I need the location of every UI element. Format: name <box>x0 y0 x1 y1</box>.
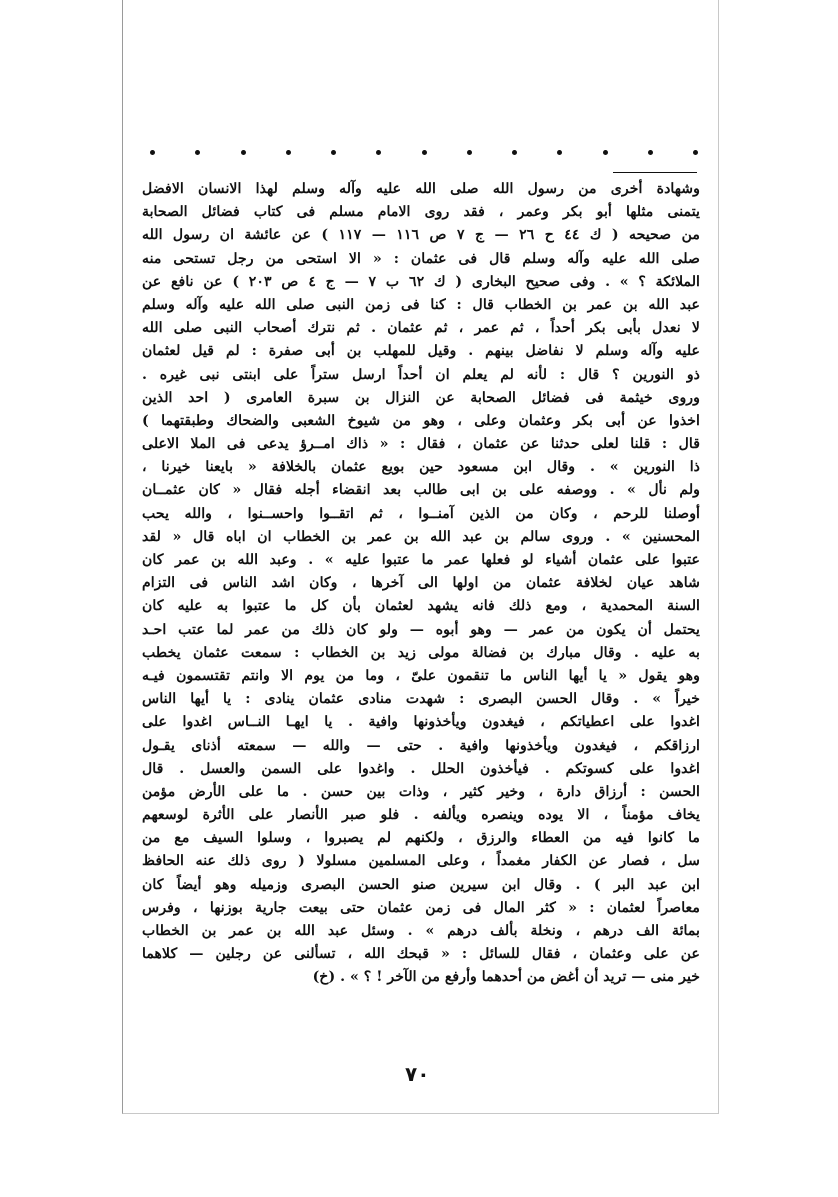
text-line: وهو يقول « يا أيها الناس ما تنقمون علىّ ، وما من يوم الا وانتم تقتسمون فيـه <box>142 667 700 684</box>
ornamental-dot <box>467 150 472 155</box>
text-line: يحتمل أن يكون من عمر — وهو أبوه — ولو كان ذلك من عمر لما عتب احـد <box>142 621 700 638</box>
text-line: ذو النورين ؟ قال : لأنه لم يعلم ان أحداً ارسل ستراً على ابنتى نبى غيره . <box>142 366 700 383</box>
text-line: ارزاقكم ، فيغدون ويأخذونها وافية . حتى — والله — سمعته أذناى يقـول <box>142 737 700 754</box>
ornamental-dot <box>331 150 336 155</box>
text-line: عبد الله بن عمر بن الخطاب قال : كنا فى زمن النبى صلى الله عليه وآله وسلم <box>142 296 700 313</box>
ornamental-dot <box>286 150 291 155</box>
ornamental-dot <box>376 150 381 155</box>
text-line: شاهد عيان لخلافة عثمان من اولها الى آخرها ، وكان اشد الناس فى التزام <box>142 575 700 592</box>
text-line: الملائكة ؟ » . وفى صحيح البخارى ( ك ٦٢ ب ٧ — ج ٤ ص ٢٠٣ ) عن نافع عن <box>142 273 700 290</box>
text-line: ولم نأل » . ووصفه على بن ابى طالب بعد انقضاء أجله فقال « كان عثمــان <box>142 482 700 499</box>
text-line: المحسنين » . وروى سالم بن عبد الله بن عمر بن الخطاب ان اباه قال « لقد <box>142 528 700 545</box>
text-line: من صحيحه ( ك ٤٤ ح ٢٦ — ج ٧ ص ١١٦ — ١١٧ ) عن عائشة ان رسول الله <box>142 227 700 244</box>
text-line: ذا النورين » . وقال ابن مسعود حين بويع عثمان بالخلافة « بايعنا خيرنا ، <box>142 459 700 476</box>
text-line: وروى خيثمة فى فضائل الصحابة عن النزال بن سبرة العامرى ( احد الذين <box>142 389 700 406</box>
ornamental-dot <box>422 150 427 155</box>
ornamental-dot <box>195 150 200 155</box>
body-text <box>142 178 700 990</box>
text-line: يخاف مؤمناً ، الا يوده وينصره ويألفه . فلو صبر الأنصار على الأثرة لوسعهم <box>142 807 700 824</box>
text-line: ما كانوا فيه من العطاء والرزق ، ولكنهم لم يصبروا ، وسلوا السيف مع من <box>142 830 700 847</box>
text-line: بمائة الف درهم ، ونخلة بألف درهم » . وسئل عبد الله بن عمر بن الخطاب <box>142 923 700 939</box>
text-line: سل ، فصار عن الكفار مغمداً ، وعلى المسلمين مسلولا ( روى ذلك عنه الحافظ <box>142 853 700 870</box>
text-line: خير منى — تريد أن أغض من أحدهما وأرفع من الآخر ! ؟ » . (خ) <box>312 969 700 986</box>
text-line: خيراً » . وقال الحسن البصرى : شهدت منادى عثمان ينادى : يا أيها الناس <box>142 691 700 708</box>
text-line: اخذوا عن أبى بكر وعثمان وعلى ، وهو من شيوخ الشعبى والضحاك وطبقتهما ) <box>142 412 700 429</box>
text-line: لا نعدل بأبى بكر أحداً ، ثم عمر ، ثم عثمان . ثم نترك أصحاب النبى صلى الله <box>142 320 700 337</box>
text-line: عتبوا على عثمان أشياء لو فعلها عمر ما عتبوا عليه » . وعبد الله بن عمر كان <box>142 552 700 568</box>
text-line: صلى الله عليه وآله وسلم قال فى عثمان : « الا استحى من رجل تستحى منه <box>142 250 700 267</box>
ornamental-dot <box>648 150 653 155</box>
text-line: عن على وعثمان ، فقال للسائل : « قبحك الله ، تسألنى عن رجلين — كلاهما <box>142 946 700 963</box>
ornamental-dot <box>603 150 608 155</box>
ornamental-dot <box>150 150 155 155</box>
text-line: قال : قلنا لعلى حدثنا عن عثمان ، فقال : « ذاك امــرؤ يدعى فى الملا الاعلى <box>142 436 700 453</box>
text-line: ابن عبد البر ) . وقال ابن سيرين صنو الحسن البصرى وزميله وهو أيضاً كان <box>142 876 700 893</box>
ornamental-dot <box>512 150 517 155</box>
header-rule <box>613 172 697 173</box>
ornamental-dot <box>693 150 698 155</box>
text-line: معاصراً لعثمان : « كثر المال فى زمن عثمان حتى بيعت جارية بوزنها ، وفرس <box>142 899 700 916</box>
text-line: اغدوا على اعطياتكم ، فيغدون ويأخذونها وافية . يا ايهـا النــاس اغدوا على <box>142 714 700 731</box>
ornamental-dots-row <box>150 142 698 162</box>
page-number: ٧٠ <box>405 1062 430 1086</box>
text-line: به عليه . وقال مبارك بن فضالة مولى زيد بن الخطاب : سمعت عثمان يخطب <box>142 644 700 661</box>
text-line: يتمنى مثلها أبو بكر وعمر ، فقد روى الامام مسلم فى كتاب فضائل الصحابة <box>142 204 700 221</box>
text-line: اغدوا على كسوتكم . فيأخذون الحلل . واغدوا على السمن والعسل . قال <box>142 760 700 777</box>
text-line: أوصلنا للرحم ، وكان من الذين آمنــوا ، ثم اتقــوا واحســنوا ، والله يحب <box>142 505 700 522</box>
text-line: وشهادة أخرى من رسول الله صلى الله عليه وآله وسلم لهذا الانسان الافضل <box>142 181 700 197</box>
text-line: الحسن : أرزاق دارة ، وخير كثير ، وذات بين حسن . ما على الأرض مؤمن <box>142 783 700 800</box>
text-line: السنة المحمدية ، ومع ذلك فانه يشهد لعثمان بأن كل ما عتبوا به عليه كان <box>142 598 700 615</box>
ornamental-dot <box>241 150 246 155</box>
ornamental-dot <box>557 150 562 155</box>
text-line: عليه وآله وسلم لا نفاضل بينهم . وقيل للمهلب بن أبى صفرة : لم قيل لعثمان <box>142 343 700 360</box>
